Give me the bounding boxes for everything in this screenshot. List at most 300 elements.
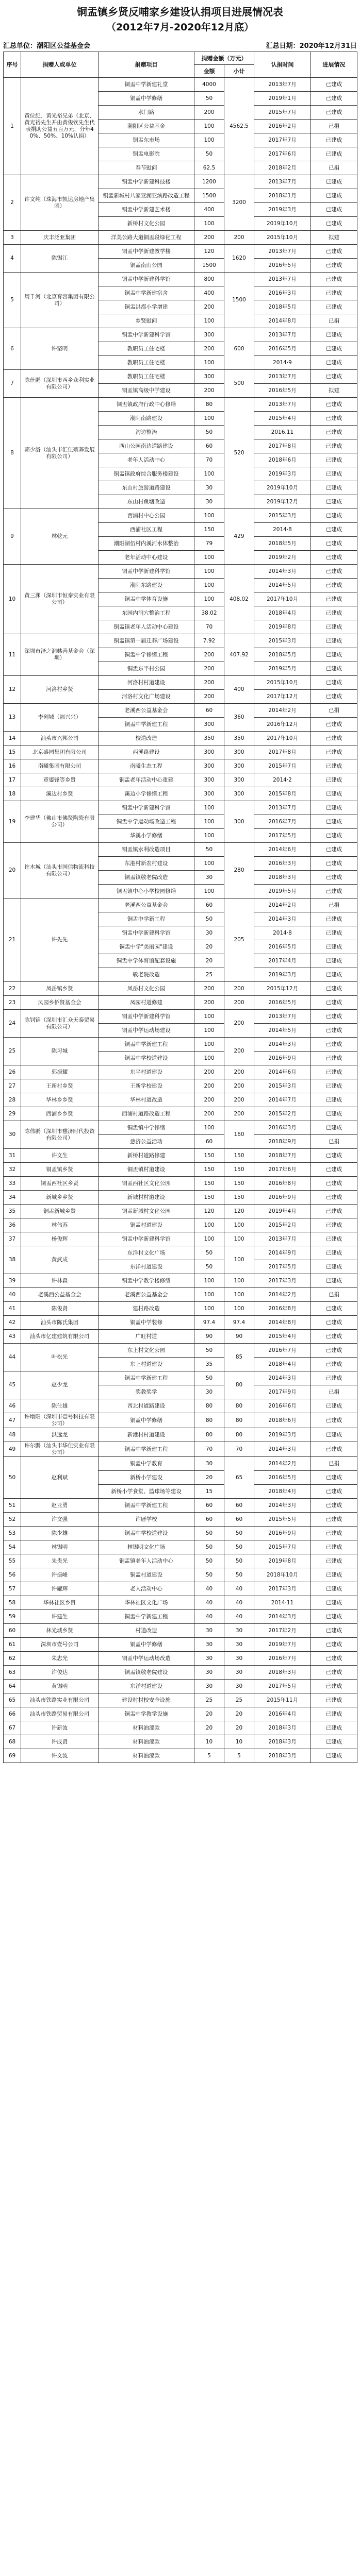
cell-status: 已建成 — [311, 245, 357, 259]
cell-status: 已建成 — [311, 453, 357, 467]
cell-seq: 24 — [4, 1010, 21, 1038]
cell-donor: 西浦乡乡贤 — [21, 1107, 99, 1121]
table-row — [4, 1749, 357, 1763]
cell-project: 东园内洞穴整治工程 — [99, 606, 194, 620]
cell-amount: 400 — [194, 286, 224, 300]
cell-status: 已建成 — [311, 1010, 357, 1024]
col-amount: 金额 — [194, 65, 224, 78]
cell-date: 2013年7月 — [254, 273, 311, 286]
cell-seq: 49 — [4, 1442, 21, 1457]
cell-amount: 100 — [194, 356, 224, 370]
cell-date: 2013年7月 — [254, 328, 311, 342]
cell-seq: 8 — [4, 398, 21, 509]
cell-status: 已建成 — [311, 1596, 357, 1610]
cell-date: 2018年7月 — [254, 1149, 311, 1163]
cell-project: 凤园村道修建 — [99, 996, 194, 1010]
cell-date: 2014·8 — [254, 523, 311, 537]
cell-date: 2019年8月 — [254, 1554, 311, 1568]
summary-unit: 汇总单位：潮阳区公益基金会 — [3, 42, 91, 50]
table-row — [4, 509, 357, 523]
cell-status: 已建成 — [311, 175, 357, 189]
cell-date: 2017年5月 — [254, 1680, 311, 1693]
table-row — [4, 1638, 357, 1652]
table-row — [4, 1163, 357, 1177]
cell-project: 铜盂中学运动场改造工程 — [99, 815, 194, 829]
cell-project: 铜盂镇敬老院建设 — [99, 1666, 194, 1680]
table-row — [4, 1399, 357, 1413]
cell-amount: 200 — [194, 106, 224, 120]
cell-amount: 30 — [194, 1385, 224, 1399]
cell-date: 2017年6月 — [254, 147, 311, 161]
cell-subtotal: 80 — [224, 1371, 254, 1399]
cell-amount: 4000 — [194, 78, 224, 92]
cell-donor: 庆丰泛亚集团 — [21, 231, 99, 245]
cell-date: 2018年4月 — [254, 1358, 311, 1371]
cell-amount: 200 — [194, 1107, 224, 1121]
cell-date: 2016年7月 — [254, 815, 311, 829]
cell-date: 2017年8月 — [254, 439, 311, 453]
cell-status: 已建成 — [311, 189, 357, 203]
cell-status: 已建成 — [311, 1428, 357, 1442]
cell-seq: 38 — [4, 1246, 21, 1274]
cell-amount: 100 — [194, 551, 224, 565]
cell-donor: 林锡明 — [21, 1540, 99, 1554]
cell-status: 已建成 — [311, 481, 357, 495]
cell-donor: 许先先 — [21, 899, 99, 982]
cell-subtotal: 4562.5 — [224, 78, 254, 175]
cell-amount: 100 — [194, 1302, 224, 1316]
cell-subtotal: 100 — [224, 1288, 254, 1302]
cell-status: 已建成 — [311, 1302, 357, 1316]
cell-project: 铜盂中学新建工程 — [99, 1038, 194, 1052]
cell-project: 铜盂中学新建科学馆 — [99, 801, 194, 815]
cell-seq: 37 — [4, 1232, 21, 1246]
cell-amount: 80 — [194, 1413, 224, 1428]
cell-subtotal: 80 — [224, 1428, 254, 1442]
table-row — [4, 370, 357, 384]
cell-status: 已建成 — [311, 1107, 357, 1121]
table-row — [4, 1302, 357, 1316]
table-row — [4, 175, 357, 189]
cell-status: 已建成 — [311, 926, 357, 940]
cell-status: 已建成 — [311, 606, 357, 620]
cell-project: 新港村村道建设 — [99, 1428, 194, 1442]
cell-subtotal: 100 — [224, 1274, 254, 1288]
cell-date: 2015年3月 — [254, 634, 311, 648]
cell-donor: 华林乡乡贤 — [21, 1093, 99, 1107]
cell-amount: 50 — [194, 1260, 224, 1274]
cell-project: 洋美公路大道铜盂段绿化工程 — [99, 231, 194, 245]
cell-date: 2016年9月 — [254, 1191, 311, 1205]
table-row — [4, 1149, 357, 1163]
cell-project: 铜盂镇村道建设 — [99, 1163, 194, 1177]
cell-status: 已建成 — [311, 1191, 357, 1205]
cell-subtotal: 40 — [224, 1582, 254, 1596]
cell-amount: 40 — [194, 1610, 224, 1624]
cell-project: 西浦村中心公园 — [99, 509, 194, 523]
cell-amount: 150 — [194, 1163, 224, 1177]
cell-seq: 21 — [4, 899, 21, 982]
cell-amount: 100 — [194, 314, 224, 328]
cell-project: 材料油漆款 — [99, 1721, 194, 1735]
table-row — [4, 732, 357, 745]
cell-date: 2014年3月 — [254, 1610, 311, 1624]
cell-date: 2016年5月 — [254, 342, 311, 356]
cell-subtotal: 600 — [224, 328, 254, 370]
cell-project: 新桥小学建设 — [99, 1471, 194, 1485]
cell-date: 2019年3月 — [254, 203, 311, 217]
table-row — [4, 1540, 357, 1554]
cell-project: 老溪西公益基金会 — [99, 899, 194, 912]
cell-subtotal: 80 — [224, 1413, 254, 1428]
col-subtotal: 小计 — [224, 65, 254, 78]
cell-donor: 凤园乡侨贤基金会 — [21, 996, 99, 1010]
cell-status: 已建成 — [311, 745, 357, 759]
cell-status: 已建成 — [311, 203, 357, 217]
table-row — [4, 1191, 357, 1205]
cell-donor: 许文纯（珠海市凯达房地产集团） — [21, 175, 99, 231]
cell-donor: 许增阳（深圳市壹号科技有限公司） — [21, 1413, 99, 1428]
cell-amount: 100 — [194, 1052, 224, 1065]
cell-seq: 53 — [4, 1527, 21, 1540]
cell-seq: 13 — [4, 704, 21, 732]
table-row — [4, 1513, 357, 1527]
cell-amount: 400 — [194, 203, 224, 217]
cell-project: 老年活动中心建设 — [99, 551, 194, 565]
cell-date: 2017年10月 — [254, 732, 311, 745]
cell-project: 铜盂中学新建科技楼 — [99, 175, 194, 189]
cell-amount: 150 — [194, 1177, 224, 1191]
cell-amount: 120 — [194, 245, 224, 259]
cell-date: 2014·2 — [254, 773, 311, 787]
cell-project: 西山公园南边道路建设 — [99, 439, 194, 453]
title-main: 铜盂镇乡贤反哺家乡建设认捐项目进展情况表 — [77, 6, 283, 18]
cell-seq: 36 — [4, 1218, 21, 1232]
cell-status: 已建成 — [311, 217, 357, 231]
cell-status: 拟建 — [311, 231, 357, 245]
cell-project: 铜盂中学新建工程 — [99, 718, 194, 732]
cell-amount: 150 — [194, 523, 224, 537]
cell-subtotal: 60 — [224, 1499, 254, 1513]
cell-seq: 11 — [4, 634, 21, 676]
cell-amount: 79 — [194, 537, 224, 551]
cell-donor: 汕头市铁路贸易有限公司 — [21, 1707, 99, 1721]
cell-status: 已捐 — [311, 314, 357, 328]
cell-donor: 许耀辉 — [21, 1582, 99, 1596]
cell-project: 铜盂电影院 — [99, 147, 194, 161]
cell-project: 铜盂中学新建礼堂 — [99, 78, 194, 92]
cell-donor: 许坚明 — [21, 328, 99, 370]
table-row — [4, 1693, 357, 1707]
cell-date: 2014年9月 — [254, 1246, 311, 1260]
cell-status: 已建成 — [311, 1065, 357, 1079]
cell-amount: 300 — [194, 773, 224, 787]
cell-amount: 150 — [194, 1149, 224, 1163]
cell-subtotal: 40 — [224, 1596, 254, 1610]
cell-seq: 55 — [4, 1554, 21, 1568]
cell-status: 已建成 — [311, 1038, 357, 1052]
cell-status: 已建成 — [311, 1735, 357, 1749]
cell-status: 已建成 — [311, 885, 357, 899]
cell-seq: 17 — [4, 773, 21, 787]
cell-project: 慈济公益活动 — [99, 1135, 194, 1149]
cell-amount: 10 — [194, 1735, 224, 1749]
cell-status: 已建成 — [311, 829, 357, 843]
cell-amount: 7.92 — [194, 634, 224, 648]
cell-date: 2017年12月 — [254, 690, 311, 704]
cell-donor: 铜盂镇乡贤 — [21, 1163, 99, 1177]
cell-subtotal: 50 — [224, 1568, 254, 1582]
cell-project: 西浦社区工程 — [99, 523, 194, 537]
cell-project: 铜盂镇政府行政中心修缮 — [99, 398, 194, 412]
cell-seq: 45 — [4, 1371, 21, 1399]
cell-project: 铜盂中学体育馆配套设施 — [99, 954, 194, 968]
table-row — [4, 1246, 357, 1260]
cell-date: 2016年6月 — [254, 1399, 311, 1413]
table-row — [4, 1707, 357, 1721]
cell-project: 铜盂镇高级中学建设 — [99, 384, 194, 398]
cell-status: 已建成 — [311, 106, 357, 120]
cell-date: 2019年8月 — [254, 620, 311, 634]
cell-subtotal: 120 — [224, 1205, 254, 1218]
cell-date: 2013年7月 — [254, 78, 311, 92]
cell-project: 铜盂中学新工程 — [99, 912, 194, 926]
cell-status: 已捐 — [311, 1385, 357, 1399]
cell-date: 2015年4月 — [254, 412, 311, 426]
cell-seq: 16 — [4, 759, 21, 773]
cell-donor: 许成贤 — [21, 1735, 99, 1749]
cell-donor: 许文生 — [21, 1149, 99, 1163]
cell-donor: 汕头市陈氏集团 — [21, 1316, 99, 1330]
cell-subtotal: 25 — [224, 1693, 254, 1707]
summary-meta — [3, 38, 357, 52]
table-row — [4, 1316, 357, 1330]
cell-subtotal: 97.4 — [224, 1316, 254, 1330]
table-row — [4, 1121, 357, 1135]
cell-amount: 30 — [194, 495, 224, 509]
cell-amount: 62.5 — [194, 161, 224, 175]
cell-project: 铜盂中学修缮 — [99, 1413, 194, 1428]
cell-project: 老溪西公益基金会 — [99, 704, 194, 718]
cell-amount: 100 — [194, 1288, 224, 1302]
document-title — [0, 0, 360, 35]
cell-amount: 30 — [194, 1457, 224, 1471]
cell-date: 2018年4月 — [254, 606, 311, 620]
cell-project: 铜盂中学校道建设 — [99, 1052, 194, 1065]
cell-project: 潮阳区公益基金 — [99, 120, 194, 133]
cell-date: 2017年5月 — [254, 829, 311, 843]
cell-date: 2017年7月 — [254, 133, 311, 147]
cell-status: 已建成 — [311, 773, 357, 787]
table-row — [4, 78, 357, 92]
cell-date: 2015年2月 — [254, 1218, 311, 1232]
cell-project: 铜盂中学新建教学楼 — [99, 245, 194, 259]
cell-date: 2013年7月 — [254, 801, 311, 815]
cell-amount: 100 — [194, 120, 224, 133]
cell-status: 已建成 — [311, 273, 357, 286]
cell-date: 2018年3月 — [254, 1721, 311, 1735]
cell-seq: 66 — [4, 1707, 21, 1721]
cell-project: 铜盂中学新建科学馆 — [99, 273, 194, 286]
cell-subtotal: 1620 — [224, 245, 254, 273]
cell-donor: 陈习城 — [21, 1038, 99, 1065]
cell-project: 潮阳湖伍村内溪河水体整治 — [99, 537, 194, 551]
cell-seq: 57 — [4, 1582, 21, 1596]
table-row — [4, 1680, 357, 1693]
cell-project: 凤岳村文化公园 — [99, 982, 194, 996]
cell-status: 已建成 — [311, 732, 357, 745]
cell-donor: 朱志光 — [21, 1652, 99, 1666]
cell-subtotal: 407.92 — [224, 634, 254, 676]
cell-date: 2018年3月 — [254, 871, 311, 885]
cell-subtotal: 10 — [224, 1735, 254, 1749]
cell-project: 铜盂中学装修 — [99, 1316, 194, 1330]
cell-status: 已建成 — [311, 1527, 357, 1540]
cell-date: 2013年7月 — [254, 1010, 311, 1024]
cell-date: 2018年5月 — [254, 300, 311, 314]
cell-status: 已建成 — [311, 467, 357, 481]
cell-project: 东平村道建设 — [99, 1065, 194, 1079]
cell-amount: 100 — [194, 1218, 224, 1232]
cell-status: 已捐 — [311, 704, 357, 718]
table-row — [4, 231, 357, 245]
table-row — [4, 1371, 357, 1385]
table-row — [4, 1610, 357, 1624]
cell-date: 2017年2月 — [254, 1624, 311, 1638]
cell-status: 已建成 — [311, 495, 357, 509]
table-row — [4, 704, 357, 718]
cell-donor: 许建生 — [21, 1610, 99, 1624]
cell-project: 东山村旅游道路建设 — [99, 481, 194, 495]
cell-amount: 50 — [194, 92, 224, 106]
cell-seq: 65 — [4, 1693, 21, 1707]
cell-project: 沟边整治 — [99, 426, 194, 439]
cell-date: 2018年5月 — [254, 537, 311, 551]
cell-date: 2019年1月 — [254, 92, 311, 106]
cell-status: 已建成 — [311, 1344, 357, 1358]
cell-status: 已建成 — [311, 1052, 357, 1065]
cell-subtotal: 100 — [224, 1218, 254, 1232]
cell-amount: 20 — [194, 954, 224, 968]
cell-subtotal: 80 — [224, 1399, 254, 1413]
cell-seq: 69 — [4, 1749, 21, 1763]
cell-amount: 70 — [194, 453, 224, 467]
cell-seq: 12 — [4, 676, 21, 704]
cell-donor: 赵利斌 — [21, 1457, 99, 1499]
cell-project: 村道改造 — [99, 1624, 194, 1638]
cell-status: 已建成 — [311, 620, 357, 634]
cell-status: 已建成 — [311, 718, 357, 732]
cell-status: 已建成 — [311, 1177, 357, 1191]
cell-subtotal: 429 — [224, 509, 254, 565]
cell-date: 2015年12月 — [254, 982, 311, 996]
cell-date: 2017年3月 — [254, 1274, 311, 1288]
cell-project: 铜盂中学修缮 — [99, 1638, 194, 1652]
cell-seq: 32 — [4, 1163, 21, 1177]
cell-date: 2014年7月 — [254, 1093, 311, 1107]
cell-project: 铜盂中学修缮工程 — [99, 648, 194, 662]
cell-amount: 5 — [194, 1749, 224, 1763]
cell-date: 2016年9月 — [254, 1527, 311, 1540]
cell-status: 已建成 — [311, 92, 357, 106]
cell-date: 2014年5月 — [254, 579, 311, 592]
cell-project: 铜盂中学教育 — [99, 1457, 194, 1471]
cell-date: 2016年12月 — [254, 718, 311, 732]
cell-project: 铜盂镇敬老院改造 — [99, 871, 194, 885]
cell-date: 2019年5月 — [254, 885, 311, 899]
cell-status: 已建成 — [311, 676, 357, 690]
cell-project: 材料油漆款 — [99, 1749, 194, 1763]
table-row — [4, 1177, 357, 1191]
cell-amount: 100 — [194, 412, 224, 426]
cell-project: 铜盂新城村文化公园 — [99, 1205, 194, 1218]
cell-subtotal: 150 — [224, 1163, 254, 1177]
cell-status: 已捐 — [311, 1457, 357, 1471]
cell-status: 已建成 — [311, 537, 357, 551]
cell-amount: 80 — [194, 398, 224, 412]
cell-project: 铜盂中学新建宿舍 — [99, 286, 194, 300]
cell-project: 铜盂洪都小学增建 — [99, 300, 194, 314]
cell-project: 铜盂西社区文化公园 — [99, 1177, 194, 1191]
table-row — [4, 787, 357, 801]
cell-amount: 20 — [194, 940, 224, 954]
cell-date: 2014年8月 — [254, 314, 311, 328]
table-row — [4, 1721, 357, 1735]
cell-date: 2014年8月 — [254, 1316, 311, 1330]
cell-status: 已建成 — [311, 1205, 357, 1218]
cell-seq: 20 — [4, 843, 21, 899]
cell-project: 新城村村道建设 — [99, 1191, 194, 1205]
cell-date: 2018年2月 — [254, 161, 311, 175]
cell-amount: 100 — [194, 1232, 224, 1246]
cell-seq: 7 — [4, 370, 21, 398]
cell-status: 已建成 — [311, 1316, 357, 1330]
cell-status: 已建成 — [311, 1610, 357, 1624]
cell-project: 铜盂中学新建工程 — [99, 1610, 194, 1624]
cell-status: 已建成 — [311, 1652, 357, 1666]
table-row — [4, 1666, 357, 1680]
cell-project: 河洛村文化广场建设 — [99, 690, 194, 704]
cell-date: 2013年7月 — [254, 175, 311, 189]
cell-subtotal: 300 — [224, 745, 254, 759]
table-row — [4, 634, 357, 648]
cell-status: 已建成 — [311, 439, 357, 453]
cell-subtotal: 70 — [224, 1442, 254, 1457]
cell-amount: 100 — [194, 565, 224, 579]
cell-date: 2015年7月 — [254, 106, 311, 120]
cell-date: 2016年9月 — [254, 1052, 311, 1065]
cell-donor: 黄武成 — [21, 1246, 99, 1274]
cell-date: 2014年3月 — [254, 1442, 311, 1457]
table-row — [4, 1624, 357, 1638]
cell-seq: 42 — [4, 1316, 21, 1330]
cell-date: 2019年12月 — [254, 495, 311, 509]
cell-amount: 300 — [194, 370, 224, 384]
cell-amount: 40 — [194, 1596, 224, 1610]
cell-seq: 60 — [4, 1624, 21, 1638]
cell-amount: 70 — [194, 620, 224, 634]
cell-amount: 30 — [194, 1680, 224, 1693]
cell-status: 已建成 — [311, 1246, 357, 1260]
donation-table — [3, 52, 357, 1763]
cell-project: 铜盂镇第一届迁葬广场建设 — [99, 634, 194, 648]
cell-donor: 陈仕雄 — [21, 1399, 99, 1413]
table-row — [4, 1499, 357, 1513]
cell-subtotal: 520 — [224, 398, 254, 509]
cell-subtotal: 30 — [224, 1680, 254, 1693]
cell-amount: 38.02 — [194, 606, 224, 620]
table-row — [4, 565, 357, 579]
